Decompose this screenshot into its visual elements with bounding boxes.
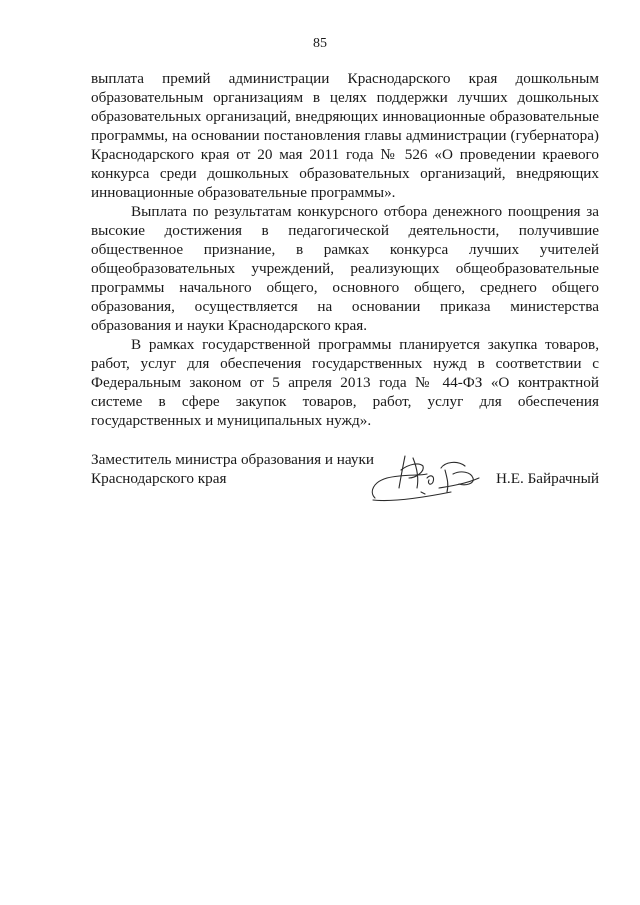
signer-position (91, 450, 391, 488)
handwritten-signature (361, 448, 491, 508)
signer-name: Н.Е. Байрачный (495, 470, 599, 487)
page-number: 85 (313, 36, 327, 51)
paragraph-bonus-payments: выплата премий администрации Краснодарского края дошкольным образовательным организациям в целях поддержки лучших дошкольных образовательных организаций, внедряющих инновационные образовательные программы, на основании постановления главы администрации (губернатора) Краснодарского края от 20 мая 2011 года № 526 «О проведении краевого конкурса среди дошкольных образовательных организаций, внедряющих инновационные образовательные программы». (91, 70, 599, 201)
paragraph-procurement: В рамках государственной программы планируется закупка товаров, работ, услуг для обеспечения государственных нужд в соответствии с Федеральным законом от 5 апреля 2013 года № 44-ФЗ «О контрактной системе в сфере закупок товаров, работ, услуг для обеспечения государственных и муниципальных нужд». (91, 336, 599, 429)
signer-position-line-1: Заместитель министра образования и науки (91, 451, 374, 468)
document-body (91, 69, 599, 430)
signature-block (91, 450, 599, 530)
paragraph-teacher-award: Выплата по результатам конкурсного отбора денежного поощрения за высокие достижения в педагогической деятельности, получившие общественное признание, в рамках конкурса лучших учителей общеобразовательных учреждений, реализующих общеобразовательные программы начального общего, основного общего, среднего общего образования, осуществляется на основании приказа министерства образования и науки Краснодарского края. (91, 203, 599, 334)
signer-position-line-2: Краснодарского края (91, 470, 227, 487)
